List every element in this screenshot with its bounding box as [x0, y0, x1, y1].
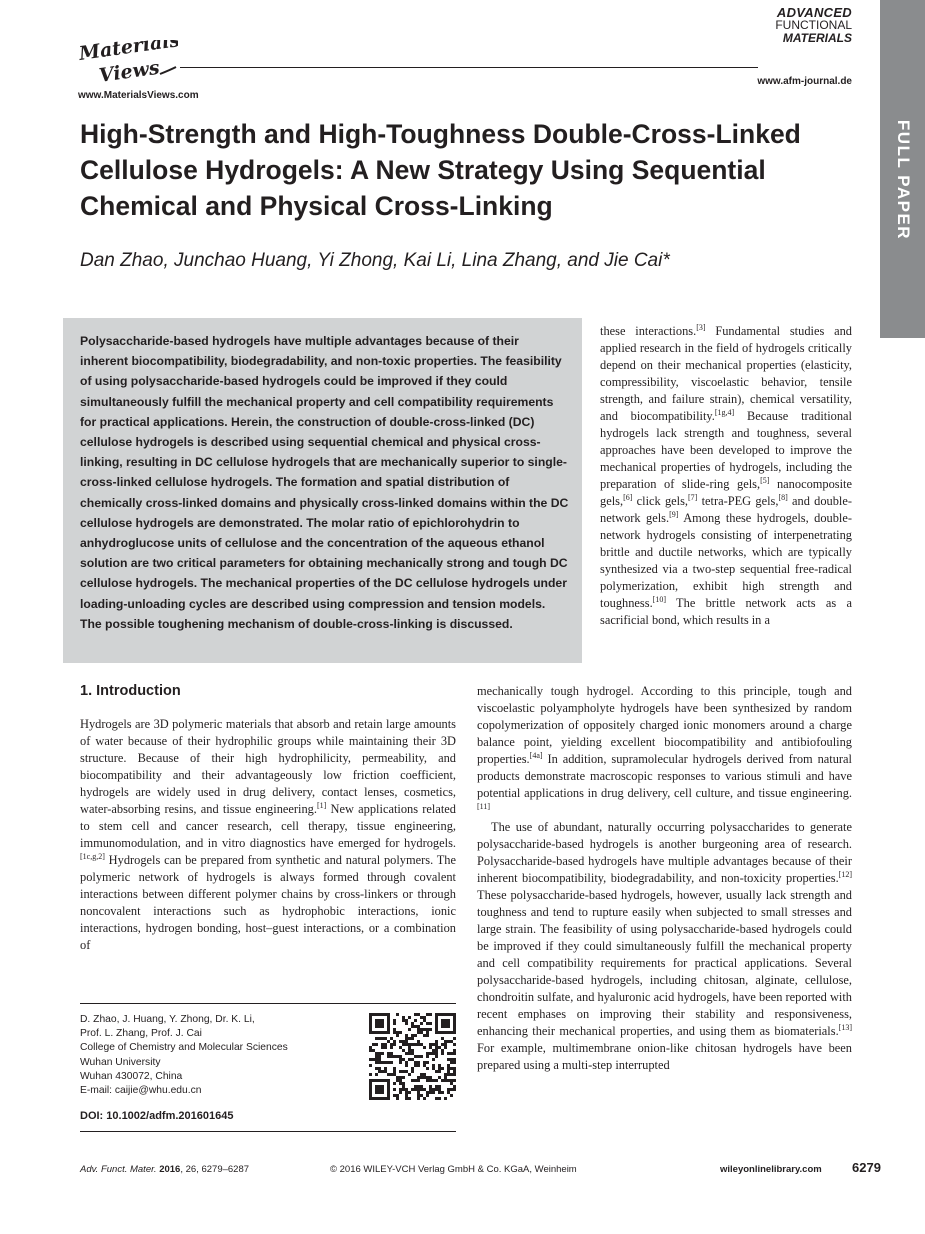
affiliation-email[interactable]: E-mail: caijie@whu.edu.cn: [80, 1085, 202, 1097]
citation[interactable]: [8]: [778, 492, 788, 502]
citation[interactable]: [9]: [669, 509, 679, 519]
body-text: nanocomposite gels,: [600, 477, 852, 508]
site-link[interactable]: wileyonlinelibrary.com: [720, 1164, 822, 1175]
citation[interactable]: [1c,g,2]: [80, 851, 105, 861]
body-text: Hydrogels are 3D polymeric materials that absorb and retain large amounts of water because of their hydrophilic groups while maintaining their 3D structure. Because of their high hydrophilicity, permeability, and biocompatibility and their advantageously low friction coefficient, hydrogels are widely used in drug delivery, contact lenses, cosmetics, water-absorbing resins, and tissue engineering.: [80, 717, 456, 816]
body-paragraph: [600, 323, 852, 629]
body-text: Because traditional hydrogels lack strength and toughness, several approaches have been developed to improve the mechanical properties of hydrogels, including the preparation of slide-ring gels,: [600, 409, 853, 491]
citation-footer: [80, 1164, 249, 1175]
body-text: The use of abundant, naturally occurring polysaccharides to generate polysaccharide-based hydrogels is another burgeoning area of research. Polysaccharide-based hydrogels have multiple advantages because of their inherent biocompatibility, biodegradability, and non-toxicity properties.: [477, 820, 852, 885]
author-list: Dan Zhao, Junchao Huang, Yi Zhong, Kai Li, Lina Zhang, and Jie Cai*: [80, 250, 670, 271]
page-number: 6279: [852, 1160, 881, 1175]
journal-logo-line3: MATERIALS: [782, 31, 852, 45]
svg-text:Materials: Materials: [78, 40, 178, 65]
body-text: Hydrogels can be prepared from synthetic and natural polymers. The polymeric network of hydrogels is always formed through covalent interactions between different polymer chains by cross-linkers or through noncovalent interactions such as hydrophobic interactions, ionic interactions, hydrogen bonding, host–guest interactions, or a combination of: [80, 853, 456, 952]
author-affiliation: [80, 1013, 360, 1098]
body-text: The brittle network acts as a sacrificial bond, which results in a: [600, 596, 852, 627]
journal-logo-line1: ADVANCED: [776, 5, 852, 20]
body-text: click gels,: [632, 494, 689, 508]
body-text: For example, multimembrane onion-like chitosan hydrogels have been prepared using a multi-step interrupted: [477, 1041, 852, 1072]
citation[interactable]: [3]: [696, 322, 706, 332]
body-text: and double-network gels.: [600, 494, 852, 525]
body-column-right-top: [600, 323, 852, 629]
copyright-notice: © 2016 WILEY-VCH Verlag GmbH & Co. KGaA, Weinheim: [330, 1164, 577, 1175]
affiliation-line: Prof. L. Zhang, Prof. J. Cai: [80, 1028, 202, 1040]
body-text: In addition, supramolecular hydrogels derived from natural products demonstrate macroscopic responses to various stimuli and have potential applications in drug delivery, cell culture, and tissue engineering.: [477, 752, 852, 800]
publisher-url[interactable]: www.MaterialsViews.com: [78, 90, 199, 101]
body-paragraph: [80, 716, 456, 954]
citation[interactable]: [1g,4]: [714, 407, 735, 417]
affiliation-line: Wuhan 430072, China: [80, 1070, 183, 1082]
abstract-text: Polysaccharide-based hydrogels have multiple advantages because of their inherent biocompatibility, biodegradability, and non-toxic properties. The feasibility of using polysaccharide-based hydrogels could be improved if they could simultaneously fulfill the mechanical property and cell compatibility requirements for practical applications. Herein, the construction of double-cross-linked (DC) cellulose hydrogels is described using sequential chemical and physical cross-linking, resulting in DC cellulose hydrogels that are mechanically superior to single-cross-linked cellulose hydrogels. The formation and spatial distribution of chemically cross-linked domains and physically cross-linked domains within the DC cellulose hydrogels are demonstrated. The molar ratio of epichlorohydrin to anhydroglucose units of cellulose and the concentration of the aqueous ethanol solution are two critical parameters for obtaining mechanically strong and tough DC cellulose hydrogels. The mechanical properties of the DC cellulose hydrogels under loading-unloading cycles are described using compression and tension models. The possible toughening mechanism of double-cross-linking is discussed.: [80, 334, 569, 631]
citation[interactable]: [12]: [838, 869, 852, 879]
journal-abbrev: Adv. Funct. Mater.: [80, 1164, 157, 1175]
volume-pages: , 26, 6279–6287: [180, 1164, 250, 1175]
body-text: Fundamental studies and applied research in the field of hydrogels critically depend on their mechanical properties (elasticity, compressibility, viscoelastic behavior, tensile strength, and failure strain), chemical versatility, and biocompatibility.: [600, 324, 852, 423]
affiliation-line: D. Zhao, J. Huang, Y. Zhong, Dr. K. Li,: [80, 1014, 255, 1025]
journal-url[interactable]: www.afm-journal.de: [757, 76, 852, 87]
materials-views-logo: [78, 40, 178, 88]
title-line: Cellulose Hydrogels: A New Strategy Using Sequential: [80, 155, 766, 185]
svg-text:Views: Views: [97, 56, 161, 87]
body-text: New applications related to stem cell and cancer research, cell therapy, tissue engineering, immunomodulation, and in vitro diagnostics have emerged for hydrogels.: [80, 802, 456, 850]
body-paragraph: [477, 683, 852, 819]
article-title: [80, 116, 840, 224]
body-paragraph: [477, 819, 852, 1074]
journal-logo: [750, 6, 852, 68]
title-line: High-Strength and High-Toughness Double-Cross-Linked: [80, 119, 801, 149]
journal-year: 2016: [159, 1164, 181, 1175]
body-text: Among these hydrogels, double-network hydrogels consisting of interpenetrating brittle and ductile networks, which are typically synthesized via a two-step sequential free-radical polymerization, exhibit high strength and toughness.: [600, 511, 852, 610]
title-line: Chemical and Physical Cross-Linking: [80, 191, 553, 221]
footnote-rule: [80, 1003, 456, 1004]
citation[interactable]: [10]: [652, 594, 666, 604]
body-text: mechanically tough hydrogel. According to this principle, tough and viscoelastic polyampholyte hydrogels have been synthesized by random copolymerization of oppositely charged ionic monomers around a charge balance point, yielding excellent biocompatibility and antibiofouling properties.: [477, 684, 852, 766]
citation[interactable]: [4a]: [529, 750, 543, 760]
body-text: these interactions.: [600, 324, 697, 338]
citation[interactable]: [7]: [688, 492, 698, 502]
affiliation-line: College of Chemistry and Molecular Sciences: [80, 1042, 288, 1054]
citation[interactable]: [6]: [623, 492, 633, 502]
affiliation-line: Wuhan University: [80, 1056, 161, 1068]
citation[interactable]: [1]: [316, 800, 327, 810]
citation[interactable]: [11]: [477, 801, 491, 811]
header-rule: [180, 67, 758, 68]
journal-logo-line2: FUNCTIONAL: [775, 18, 852, 32]
body-column-right: [477, 683, 852, 1074]
column-end-rule: [80, 1131, 456, 1132]
section-heading: 1. Introduction: [80, 683, 181, 699]
body-text: tetra-PEG gels,: [697, 494, 779, 508]
section-tab-label-wrap: [880, 110, 925, 250]
body-text: These polysaccharide-based hydrogels, however, usually lack strength and toughness and tend to rupture easily when subjected to small stresses and large strain. The feasibility of using polysaccharide-based hydrogels could be improved if they could simultaneously fulfill the mechanical property and cell compatibility requirements for practical applications. Several polysaccharide-based hydrogels, including chitosan, alginate, cellulose, chondroitin sulfate, and hyaluronic acid hydrogels, have been reported with recent emphases on improving their stability and responsiveness, enhancing their mechanical properties, and using them as biomaterials.: [477, 888, 852, 1038]
qr-code-icon[interactable]: [369, 1013, 456, 1100]
citation[interactable]: [5]: [760, 475, 770, 485]
doi-link[interactable]: DOI: 10.1002/adfm.201601645: [80, 1110, 234, 1122]
body-column-left: [80, 716, 456, 954]
citation[interactable]: [13]: [838, 1022, 852, 1032]
section-tab-label: FULL PAPER: [893, 119, 913, 241]
